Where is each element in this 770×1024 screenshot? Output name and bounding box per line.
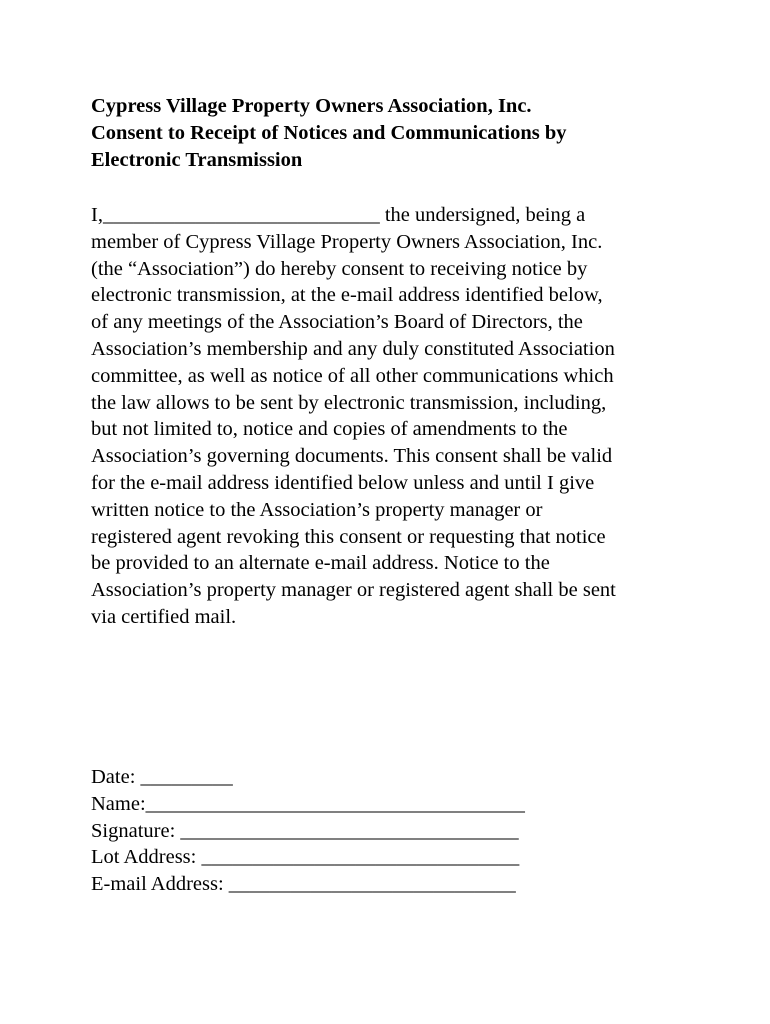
body-line-5: of any meetings of the Association’s Board of Directors, the [91,311,583,334]
body-line-11: for the e-mail address identified below unless and until I give [91,471,595,494]
body-line-4: electronic transmission, at the e-mail address identified below, [91,284,603,307]
lot-address-label: Lot Address: [91,846,202,869]
body-line-7: committee, as well as notice of all other communications which [91,364,614,387]
body-line-1 [91,202,691,229]
body-line-9: but not limited to, notice and copies of amendments to the [91,418,568,441]
signature-label: Signature: [91,819,181,842]
body-prefix: I, [91,204,103,226]
date-field [91,764,691,791]
title-line-3: Electronic Transmission [91,149,303,171]
title-line-2: Consent to Receipt of Notices and Communications by [91,122,567,144]
member-name-blank[interactable]: ___________________________ [102,204,380,226]
name-field [91,791,691,818]
document-title [91,93,691,174]
lot-address-field [91,844,691,871]
body-line-8: the law allows to be sent by electronic transmission, including, [91,391,607,414]
email-address-label: E-mail Address: [91,873,229,896]
body-line-14: be provided to an alternate e-mail address. Notice to the [91,552,550,575]
body-line-13: registered agent revoking this consent or requesting that notice [91,525,606,548]
name-label: Name: [91,792,146,815]
body-suffix: the undersigned, being a [379,204,586,226]
signature-field [91,818,691,845]
lot-address-blank[interactable]: _______________________________ [201,846,520,869]
body-line-16: via certified mail. [91,605,237,628]
signature-fields [91,764,691,898]
body-line-2: member of Cypress Village Property Owners Association, Inc. [91,230,603,253]
date-label: Date: [91,766,141,788]
email-address-field [91,871,691,898]
title-line-1: Cypress Village Property Owners Association, Inc. [91,95,532,117]
body-line-6: Association’s membership and any duly constituted Association [91,337,615,360]
email-address-blank[interactable]: ____________________________ [228,873,516,896]
body-line-10: Association’s governing documents. This consent shall be valid [91,445,613,468]
body-line-12: written notice to the Association’s property manager or [91,498,543,521]
body-line-3: (the “Association”) do hereby consent to receiving notice by [91,257,588,280]
consent-paragraph [91,202,691,631]
body-line-15: Association’s property manager or registered agent shall be sent [91,579,616,602]
name-blank[interactable]: _____________________________________ [145,792,525,815]
signature-blank[interactable]: _________________________________ [180,819,519,842]
date-blank[interactable]: _________ [140,766,233,788]
